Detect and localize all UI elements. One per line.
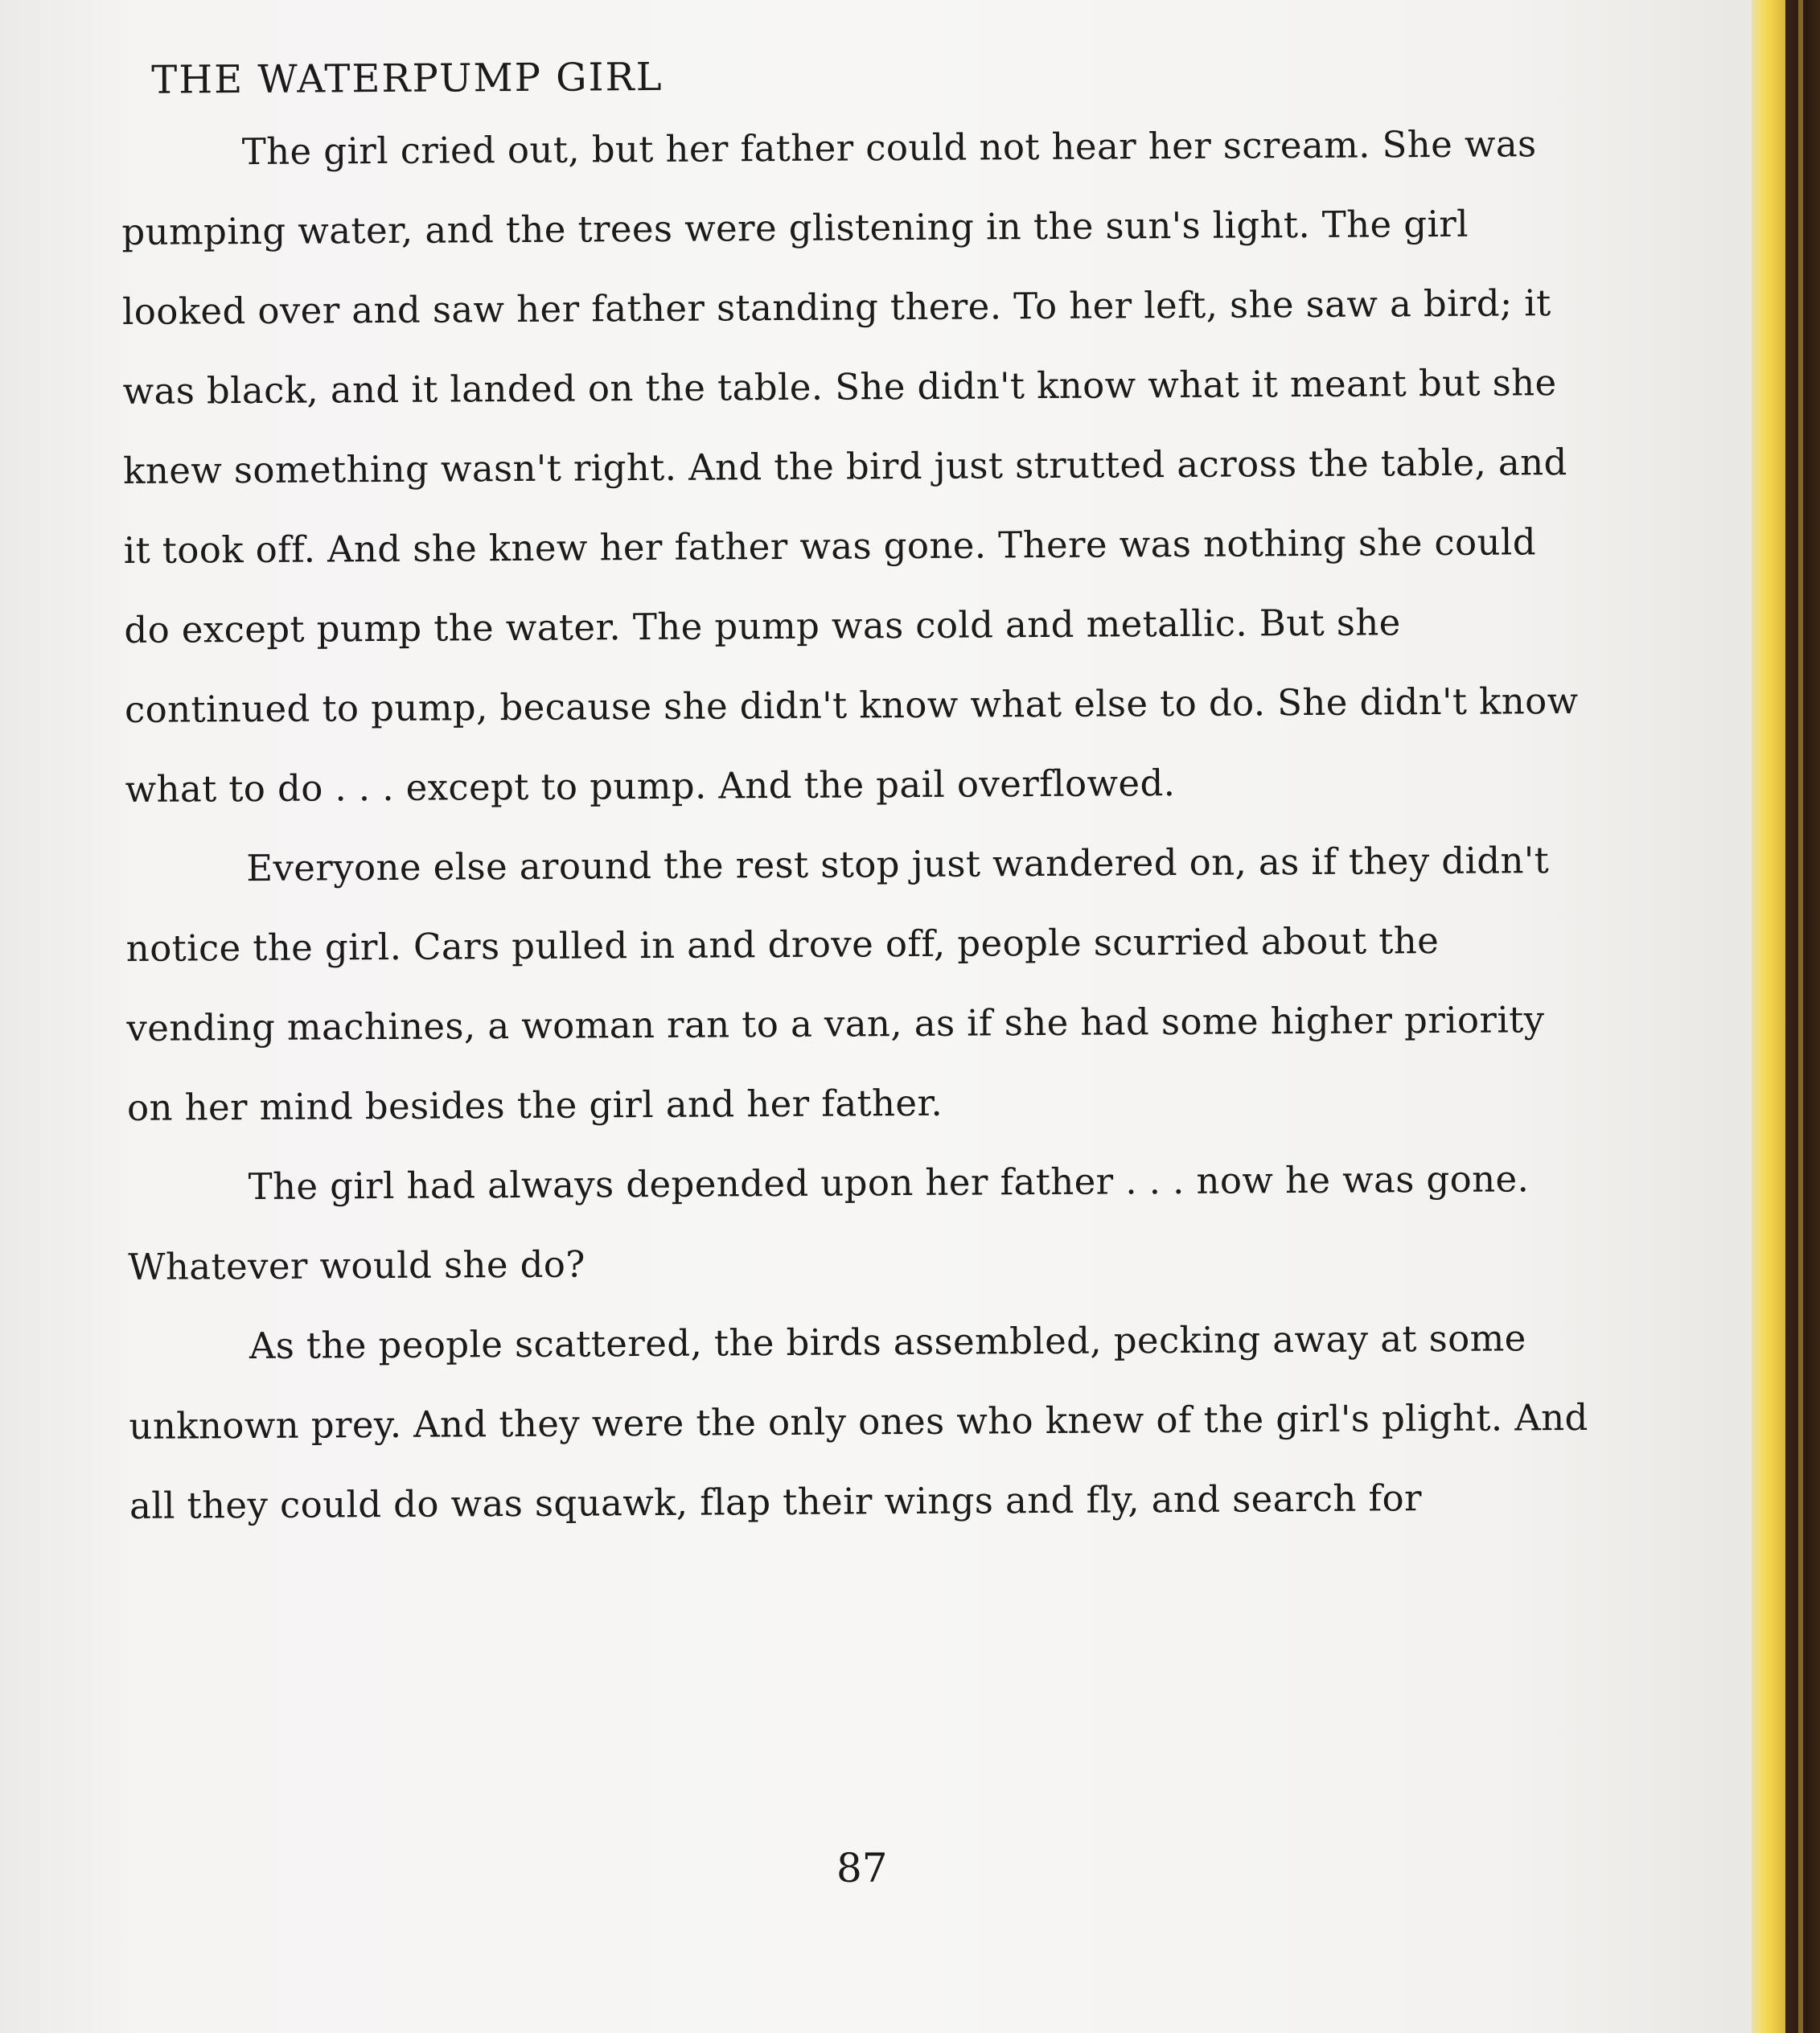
paragraph-3: The girl had always depended upon her father . . . now he was gone. Whatever would she do? xyxy=(128,1157,1530,1288)
text-block xyxy=(121,39,1593,1546)
page-number: 87 xyxy=(836,1845,888,1891)
paragraph-4: As the people scattered, the birds assembled, pecking away at some unknown prey. And they were the only ones who knew of the girl's plight. And all they could do was squawk, flap their wings and fly, and search for xyxy=(129,1316,1588,1527)
cover-highlight xyxy=(1798,0,1803,2033)
page-edges xyxy=(1752,0,1785,2033)
paragraph-2: Everyone else around the rest stop just wandered on, as if they didn't notice the girl. Cars pulled in and drove off, people scurried about the vending machines, a woman ran to a van, as if she had some higher priority on her mind besides the girl and her father. xyxy=(125,839,1550,1129)
paragraph-1: The girl cried out, but her father could not hear her scream. She was pumping water, and the trees were glistening in the sun's light. The girl looked over and saw her father standing there. To her left, she saw a bird; it was black, and it landed on the table. She didn't know what it meant but she knew something wasn't right. And the bird just strutted across the table, and it took off. And she knew her father was gone. There was nothing she could do except pump the water. The pump was cold and metallic. But she continued to pump, because she didn't know what else to do. She didn't know what to do . . . except to pump. And the pail overflowed. xyxy=(121,122,1579,811)
chapter-title: THE WATERPUMP GIRL xyxy=(151,54,663,103)
